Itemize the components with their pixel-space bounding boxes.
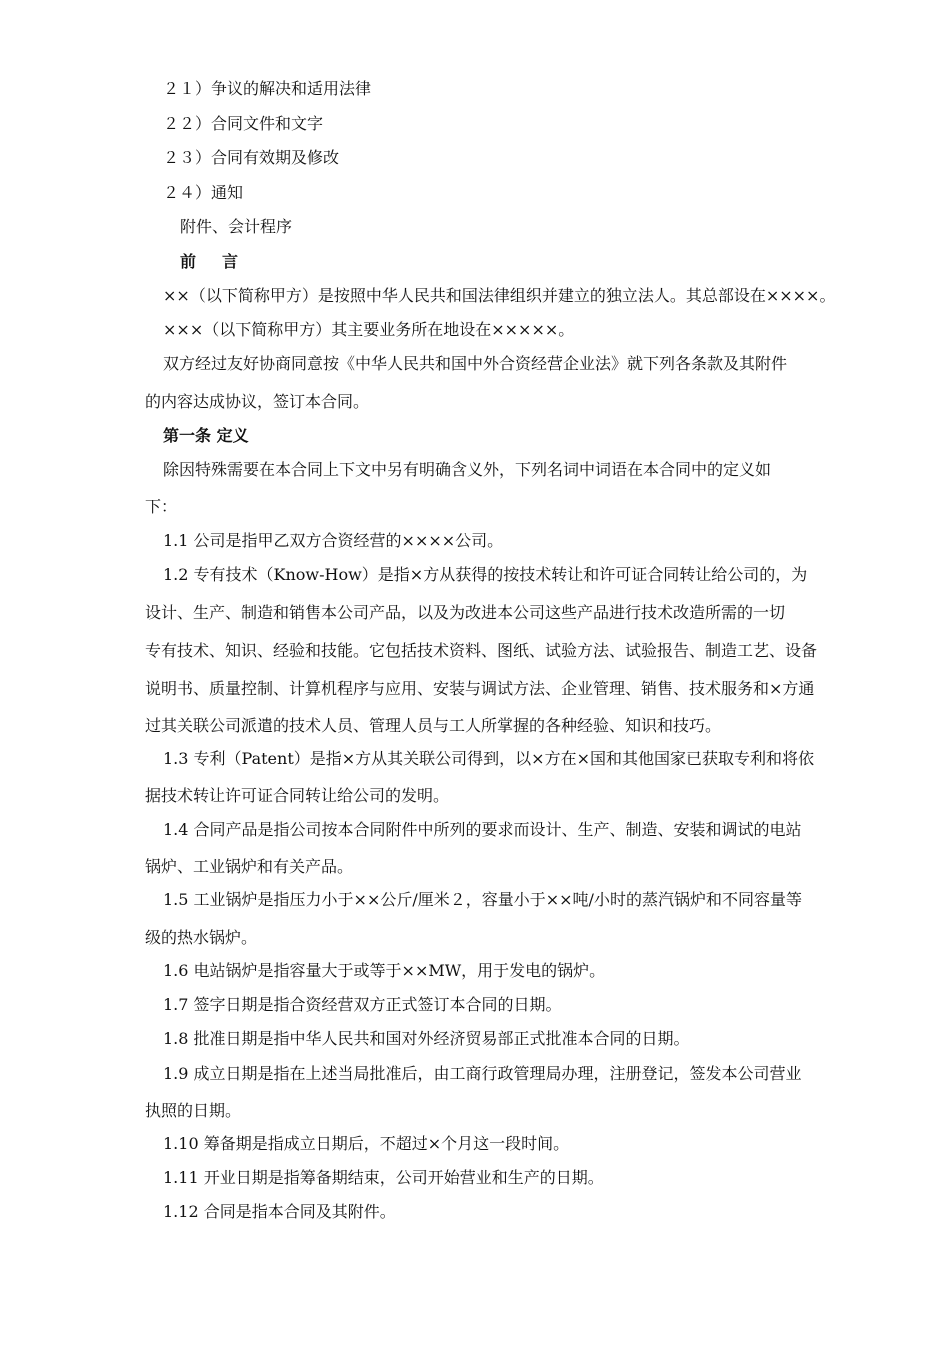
definition-1-12: 1.12 合同是指本合同及其附件。	[163, 1202, 396, 1221]
toc-item-21: ２１）争议的解决和适用法律	[163, 79, 372, 98]
preface-agreement-line-1: 双方经过友好协商同意按《中华人民共和国中外合资经营企业法》就下列各条款及其附件	[163, 354, 788, 373]
definition-1-2-line-2: 设计、生产、制造和销售本公司产品，以及为改进本公司这些产品进行技术改造所需的一切	[145, 603, 786, 622]
definition-1-2-line-5: 过其关联公司派遣的技术人员、管理人员与工人所掌握的各种经验、知识和技巧。	[145, 716, 722, 735]
definition-1-9-line-2: 执照的日期。	[145, 1101, 242, 1120]
preface-party-a: ××（以下简称甲方）是按照中华人民共和国法律组织并建立的独立法人。其总部设在××××。	[163, 286, 836, 305]
article-1-intro-line-2: 下：	[145, 497, 178, 516]
article-1-intro-line-1: 除因特殊需要在本合同上下文中另有明确含义外，下列名词中词语在本合同中的定义如	[163, 460, 772, 479]
article-1-title: 第一条 定义	[163, 426, 249, 445]
preface-party-b: ×××（以下简称甲方）其主要业务所在地设在×××××。	[163, 320, 575, 339]
definition-1-5-line-2: 级的热水锅炉。	[145, 928, 258, 947]
definition-1-5-line-1: 1.5 工业锅炉是指压力小于××公斤/厘米２，容量小于××吨/小时的蒸汽锅炉和不同容量等	[163, 890, 802, 909]
definition-1-2-line-1: 1.2 专有技术（Know-How）是指×方从获得的按技术转让和许可证合同转让给公司的，为	[163, 565, 808, 584]
definition-1-8: 1.8 批准日期是指中华人民共和国对外经济贸易部正式批准本合同的日期。	[163, 1029, 690, 1048]
definition-1-4-line-2: 锅炉、工业锅炉和有关产品。	[145, 857, 354, 876]
definition-1-4-line-1: 1.4 合同产品是指公司按本合同附件中所列的要求而设计、生产、制造、安装和调试的电站	[163, 820, 802, 839]
definition-1-1: 1.1 公司是指甲乙双方合资经营的××××公司。	[163, 531, 504, 550]
preface-heading-char-2: 言	[222, 252, 239, 271]
definition-1-11: 1.11 开业日期是指筹备期结束，公司开始营业和生产的日期。	[163, 1168, 604, 1187]
toc-item-appendix: 附件、会计程序	[180, 217, 293, 236]
definition-1-2-line-4: 说明书、质量控制、计算机程序与应用、安装与调试方法、企业管理、销售、技术服务和×方通	[145, 679, 815, 698]
definition-1-3-line-1: 1.3 专利（Patent）是指×方从其关联公司得到，以×方在×国和其他国家已获取专利和将依	[163, 749, 814, 768]
definition-1-7: 1.7 签字日期是指合资经营双方正式签订本合同的日期。	[163, 995, 562, 1014]
definition-1-10: 1.10 筹备期是指成立日期后，不超过×个月这一段时间。	[163, 1134, 570, 1153]
definition-1-9-line-1: 1.9 成立日期是指在上述当局批准后，由工商行政管理局办理，注册登记，签发本公司营业	[163, 1064, 802, 1083]
preface-agreement-line-2: 的内容达成协议，签订本合同。	[145, 392, 370, 411]
preface-heading-char-1: 前	[180, 252, 197, 271]
preface-heading	[180, 252, 238, 272]
toc-item-24: ２４）通知	[163, 183, 244, 202]
definition-1-6: 1.6 电站锅炉是指容量大于或等于××MW，用于发电的锅炉。	[163, 961, 606, 980]
definition-1-3-line-2: 据技术转让许可证合同转让给公司的发明。	[145, 786, 450, 805]
definition-1-2-line-3: 专有技术、知识、经验和技能。它包括技术资料、图纸、试验方法、试验报告、制造工艺、设备	[145, 641, 818, 660]
toc-item-23: ２３）合同有效期及修改	[163, 148, 340, 167]
toc-item-22: ２２）合同文件和文字	[163, 114, 324, 133]
